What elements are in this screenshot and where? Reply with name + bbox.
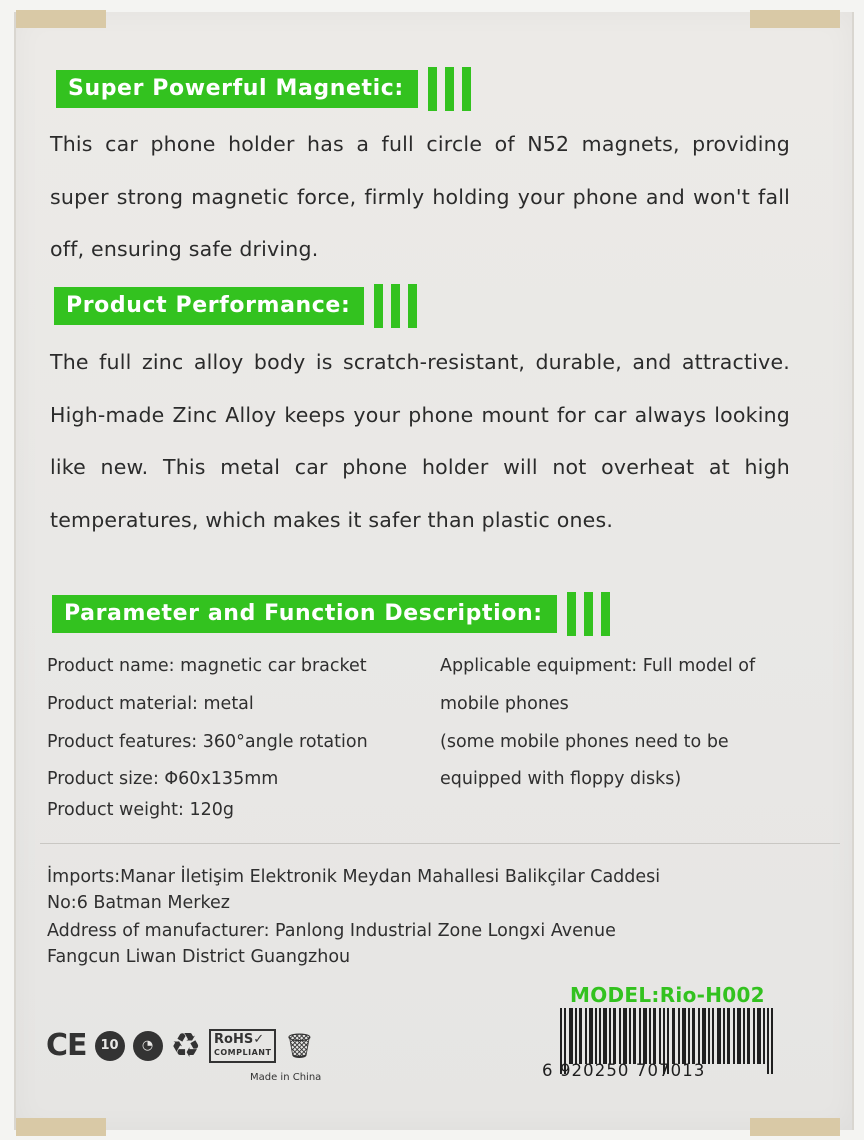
spec-line: Product features: 360°angle rotation (47, 732, 368, 752)
made-in-label: Made in China (250, 1072, 322, 1083)
barcode-number: 6 920250 707013 (542, 1061, 706, 1080)
section-heading: Product Performance: (54, 287, 364, 325)
manufacturer-line: Address of manufacturer: Panlong Industrial Zone Longxi Avenue (47, 921, 616, 941)
rohs-sub-label: COMPLIANT (214, 1047, 272, 1057)
ce-mark-icon: CE (46, 1028, 87, 1063)
section-heading: Super Powerful Magnetic: (56, 70, 418, 108)
box-flap-top-left (16, 10, 106, 28)
rohs-label: RoHS (214, 1031, 254, 1047)
section-banner-performance (54, 284, 417, 328)
section-body-performance: The full zinc alloy body is scratch-resistant, durable, and attractive. High-made Zinc Alloy keeps your phone mount for car always looking like new. This metal car phone holder will not overheat at high temperatures, which makes it safer than plastic ones. (50, 350, 790, 532)
spec-line: mobile phones (440, 694, 569, 714)
spec-line: equipped with floppy disks) (440, 769, 682, 789)
spec-line: (some mobile phones need to be (440, 732, 729, 752)
imports-line: No:6 Batman Merkez (47, 893, 230, 913)
green-dot-icon: ◔ (133, 1031, 163, 1061)
weee-bin-icon: 🗑 (284, 1031, 315, 1060)
spec-line: Product material: metal (47, 694, 254, 714)
section-heading: Parameter and Function Description: (52, 595, 557, 633)
spec-line: Product size: Φ60x135mm (47, 769, 279, 789)
stripes-decoration (428, 67, 471, 111)
stripes-decoration (374, 284, 417, 328)
model-number: MODEL:Rio-H002 (570, 983, 765, 1007)
box-flap-bottom-left (16, 1118, 106, 1136)
spec-line: Product name: magnetic car bracket (47, 656, 367, 676)
recycle-icon: ♻ (170, 1025, 201, 1066)
divider-line (40, 843, 840, 844)
imports-line: İmports:Manar İletişim Elektronik Meydan Mahallesi Balikçilar Caddesi (47, 867, 661, 887)
box-flap-bottom-right (750, 1118, 840, 1136)
manufacturer-line: Fangcun Liwan District Guangzhou (47, 947, 351, 967)
section-banner-magnetic (56, 67, 471, 111)
certification-logos (46, 1025, 315, 1066)
ten-year-icon: 10 (95, 1031, 125, 1061)
box-flap-top-right (750, 10, 840, 28)
stripes-decoration (567, 592, 610, 636)
spec-line: Applicable equipment: Full model of (440, 656, 756, 676)
section-body-magnetic: This car phone holder has a full circle of N52 magnets, providing super strong magnetic force, firmly holding your phone and won't fall off, ensuring safe driving. (50, 132, 790, 261)
rohs-compliant-icon: RoHS✓ COMPLIANT (209, 1029, 276, 1063)
section-banner-parameters (52, 592, 610, 636)
spec-line: Product weight: 120g (47, 800, 234, 820)
